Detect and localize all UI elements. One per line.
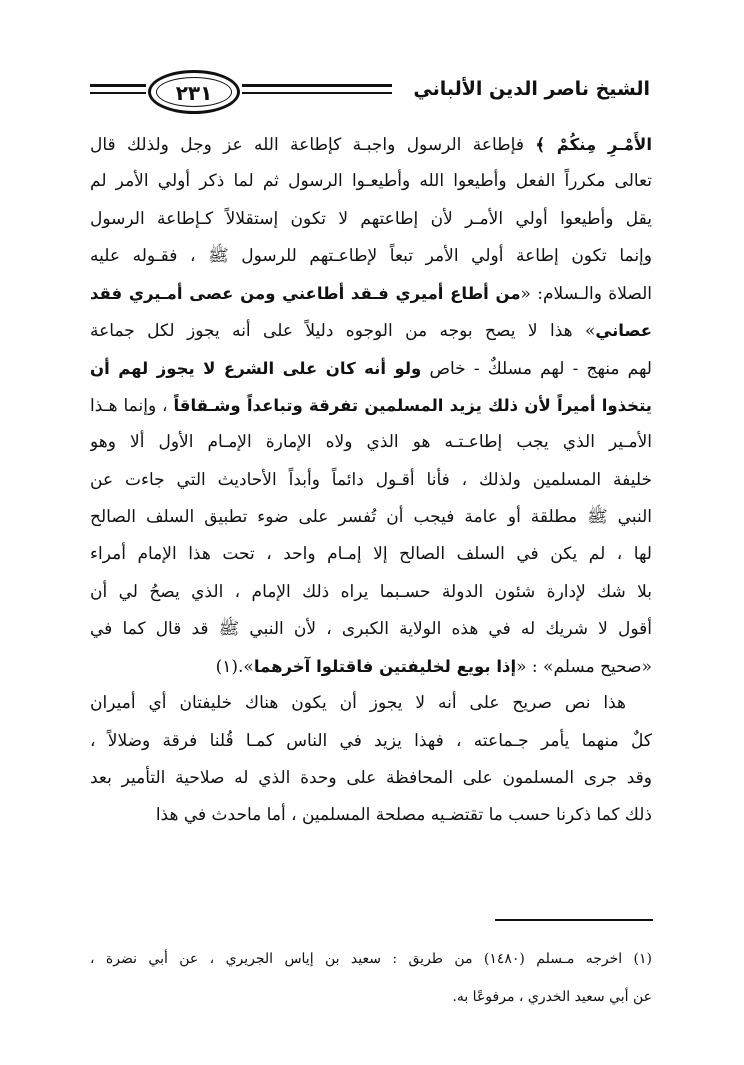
text-line xyxy=(90,163,652,200)
text-line xyxy=(90,238,652,275)
text-run: فإطاعة الرسول واجبـة كإطاعة الله عز وجل ولذلك قال xyxy=(90,135,536,155)
text-run: النبي ﷺ مطلقة أو عامة فيجب أن تُفسر على ضوء تطبيق السلف الصالح xyxy=(90,506,652,527)
text-line xyxy=(90,350,652,387)
text-run: خليفة المسلمين ولذلك ، فأنا أقـول دائماً وأبداً الأحاديث التي جاءت عن xyxy=(90,469,652,490)
text-line xyxy=(90,312,652,349)
running-title: الشيخ ناصر الدين الألباني xyxy=(413,78,650,100)
text-run: لها ، لم يكن في السلف الصالح إلا إمـام واحد ، تحت هذا الإمام أمراء xyxy=(90,544,652,565)
text-run: » هذا لا يصح بوجه من الوجوه دليلاً على أنه يجوز لكل جماعة xyxy=(90,321,596,342)
text-run: وقد جرى المسلمون على المحافظة على وحدة الذي له صلاحية التأمير بعد xyxy=(90,768,652,789)
footnotes xyxy=(90,940,652,1016)
text-line xyxy=(90,275,652,312)
page-number: ٢٣١ xyxy=(175,81,213,105)
header-rule-left-thin xyxy=(90,92,146,94)
header-rule-middle-thin xyxy=(242,92,392,94)
text-run: كلٌ منهما يأمر جـماعته ، فهذا يزيد في الناس كمـا قُلنا فرقة وضلالاً ، xyxy=(90,730,652,751)
text-run: الأمـير الذي يجب إطاعـتـه هو الذي ولاه الإمارة الإمـام الأول ألا وهو xyxy=(90,432,652,453)
text-line xyxy=(90,797,652,834)
text-line xyxy=(90,499,652,536)
text-line xyxy=(90,424,652,461)
text-run: تعالى مكرراً الفعل وأطيعوا الله وأطيعـوا الرسول ثم لما ذكر أولي الأمر لم xyxy=(90,171,652,192)
bold-text-run: ولو أنه كان على الشرع لا يجوز لهم أن xyxy=(90,358,422,378)
text-run: ذلك كما ذكرنا حسب ما تقتضـيه مصلحة المسلمين ، أما ماحدث في هذا xyxy=(155,805,652,826)
footnote-separator xyxy=(495,919,653,921)
footnote-line: عن أبي سعيد الخدري ، مرفوعًا به. xyxy=(452,989,652,1005)
header-rule-middle xyxy=(242,84,392,87)
text-run: بلا شك لإدارة شئون الدولة حسـبما يراه ذلك الإمام ، الذي يصحُ لي أن xyxy=(90,581,652,602)
text-line xyxy=(90,201,652,238)
header-rule-left xyxy=(90,84,146,87)
bold-text-run: من أطاع أميري فـقد أطاعني ومن عصى أمـيري فقد xyxy=(90,284,521,304)
text-run: وإنما تكون إطاعة أولي الأمر تبعاً لإطاعـتهم للرسول ﷺ ، فقـوله عليه xyxy=(90,245,652,266)
page-number-badge xyxy=(148,70,240,114)
text-line xyxy=(90,685,652,722)
text-run: ، وإنما هـذا xyxy=(90,396,174,417)
text-line xyxy=(90,611,652,648)
text-run: الصلاة والـسلام: « xyxy=(520,284,652,305)
bold-text-run: عصاني xyxy=(595,321,652,341)
text-line xyxy=(90,760,652,797)
text-line xyxy=(90,723,652,760)
text-run: لهم منهج - لهم مسلكٌ - خاص xyxy=(421,358,652,379)
body-text xyxy=(90,126,652,835)
text-run: يقل وأطيعوا أولي الأمـر لأن إطاعتهم لا تكون إستقلالاً كـإطاعة الرسول xyxy=(90,208,652,229)
text-run: ».(١) xyxy=(215,657,254,678)
text-line xyxy=(90,574,652,611)
bold-text-run: يتخذوا أميراً لأن ذلك يزيد المسلمين تفرقة وتباعداً وشـقاقاً xyxy=(173,396,652,416)
page-header xyxy=(90,66,650,118)
text-line xyxy=(90,387,652,424)
text-line xyxy=(90,126,652,163)
bold-text-run: الأَمْـرِ مِنكُمْ ﴾ xyxy=(535,135,652,154)
text-line xyxy=(90,536,652,573)
text-line xyxy=(90,462,652,499)
footnote-line: (١) اخرجه مـسلم (١٤٨٠) من طريق : سعيد بن إياس الجريري ، عن أبي نضرة ، xyxy=(90,951,652,967)
text-run: «صحيح مسلم» : « xyxy=(516,657,652,678)
text-run: أقول لا شريك له في هذه الولاية الكبرى ، لأن النبي ﷺ قد قال كما في xyxy=(90,618,652,639)
text-line xyxy=(90,648,652,685)
bold-text-run: إذا بويع لخليفتين فاقتلوا آخرهما xyxy=(253,657,517,677)
text-run: هذا نص صريح على أنه لا يجوز أن يكون هناك خليفتان أي أميران xyxy=(90,693,626,714)
